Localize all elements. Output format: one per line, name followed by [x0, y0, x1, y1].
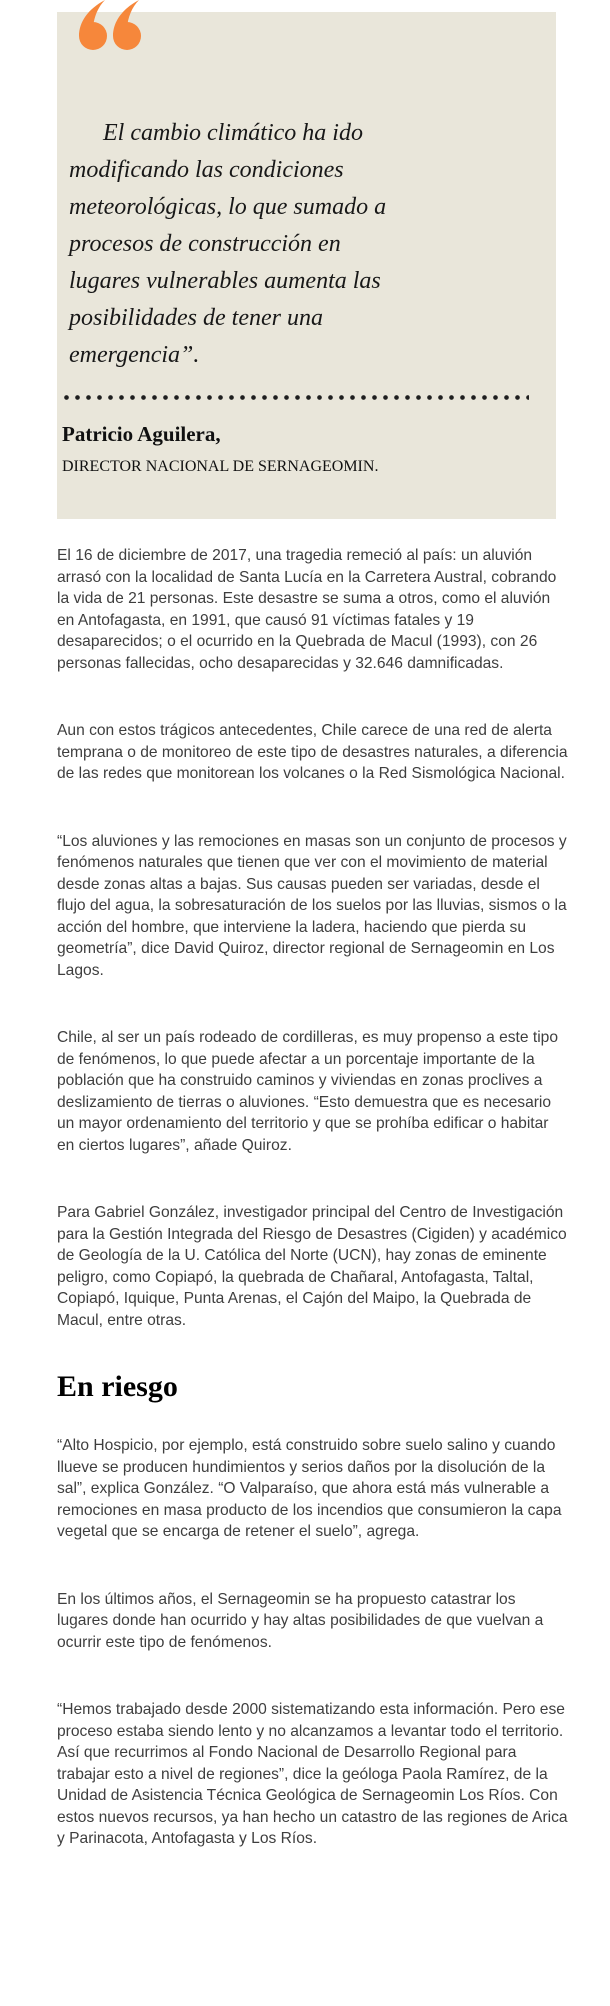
- open-quote-icon: [79, 0, 141, 50]
- article-body: [57, 545, 568, 1850]
- pull-quote-card: [57, 12, 556, 519]
- section-heading: En riesgo: [57, 1370, 178, 1403]
- quote-author-role: DIRECTOR NACIONAL DE SERNAGEOMIN.: [62, 458, 379, 475]
- dotted-divider: [61, 395, 529, 400]
- pull-quote-text: El cambio climático ha ido modificando las condiciones meteorológicas, lo que sumado a procesos de construcción en lugares vulnerables aumenta las posibilidades de tener una emergencia”.: [69, 120, 387, 368]
- article-paragraph: Para Gabriel González, investigador principal del Centro de Investigación para la Gestión Integrada del Riesgo de Desastres (Cigiden) y académico de Geología de la U. Católica del Norte (UCN), hay zonas de eminente peligro, como Copiapó, la quebrada de Chañaral, Antofagasta, Taltal, Copiapó, Iquique, Punta Arenas, el Cajón del Maipo, la Quebrada de Macul, entre otras.: [57, 1204, 567, 1329]
- article-paragraph: Chile, al ser un país rodeado de cordilleras, es muy propenso a este tipo de fenómenos, lo que puede afectar a un porcentaje importante de la población que ha construido caminos y viviendas en zonas proclives a deslizamiento de tierras o aluviones. “Esto demuestra que es necesario un mayor ordenamiento del territorio y que se prohíba edificar o habitar en ciertos lugares”, añade Quiroz.: [57, 1029, 559, 1154]
- quote-author-name: Patricio Aguilera,: [62, 422, 221, 446]
- article-paragraph: En los últimos años, el Sernageomin se ha propuesto catastrar los lugares donde han ocurrido y hay altas posibilidades de que vuelvan a ocurrir este tipo de fenómenos.: [57, 1590, 544, 1651]
- article-paragraph: “Hemos trabajado desde 2000 sistematizando esta información. Pero ese proceso estaba siendo lento y no alcanzamos a levantar todo el territorio. Así que recurrimos al Fondo Nacional de Desarrollo Regional para trabajar esto a nivel de regiones”, dice la geóloga Paola Ramírez, de la Unidad de Asistencia Técnica Geológica de Sernageomin Los Ríos. Con estos nuevos recursos, ya han hecho un catastro de las regiones de Arica y Parinacota, Antofagasta y Los Ríos.: [57, 1701, 568, 1847]
- article-paragraph: “Alto Hospicio, por ejemplo, está construido sobre suelo salino y cuando llueve se producen hundimientos y serios daños por la disolución de la sal”, explica González. “O Valparaíso, que ahora está más vulnerable a remociones en masa producto de los incendios que consumieron la capa vegetal que se encarga de retener el suelo”, agrega.: [57, 1437, 562, 1540]
- article-paragraph: Aun con estos trágicos antecedentes, Chile carece de una red de alerta temprana o de monitoreo de este tipo de desastres naturales, a diferencia de las redes que monitorean los volcanes o la Red Sismológica Nacional.: [57, 722, 568, 782]
- article-paragraph: El 16 de diciembre de 2017, una tragedia remeció al país: un aluvión arrasó con la localidad de Santa Lucía en la Carretera Austral, cobrando la vida de 21 personas. Este desastre se suma a otros, como el aluvión en Antofagasta, en 1991, que causó 91 víctimas fatales y 19 desaparecidos; o el ocurrido en la Quebrada de Macul (1993), con 26 personas fallecidas, ocho desaparecidas y 32.646 damnificadas.: [57, 547, 557, 672]
- article-paragraph: “Los aluviones y las remociones en masas son un conjunto de procesos y fenómenos naturales que tienen que ver con el movimiento de material desde zonas altas a bajas. Sus causas pueden ser variadas, desde el flujo del agua, la sobresaturación de los suelos por las lluvias, sismos o la acción del hombre, que interviene la ladera, haciendo que pierda su geometría”, dice David Quiroz, director regional de Sernageomin en Los Lagos.: [57, 832, 567, 979]
